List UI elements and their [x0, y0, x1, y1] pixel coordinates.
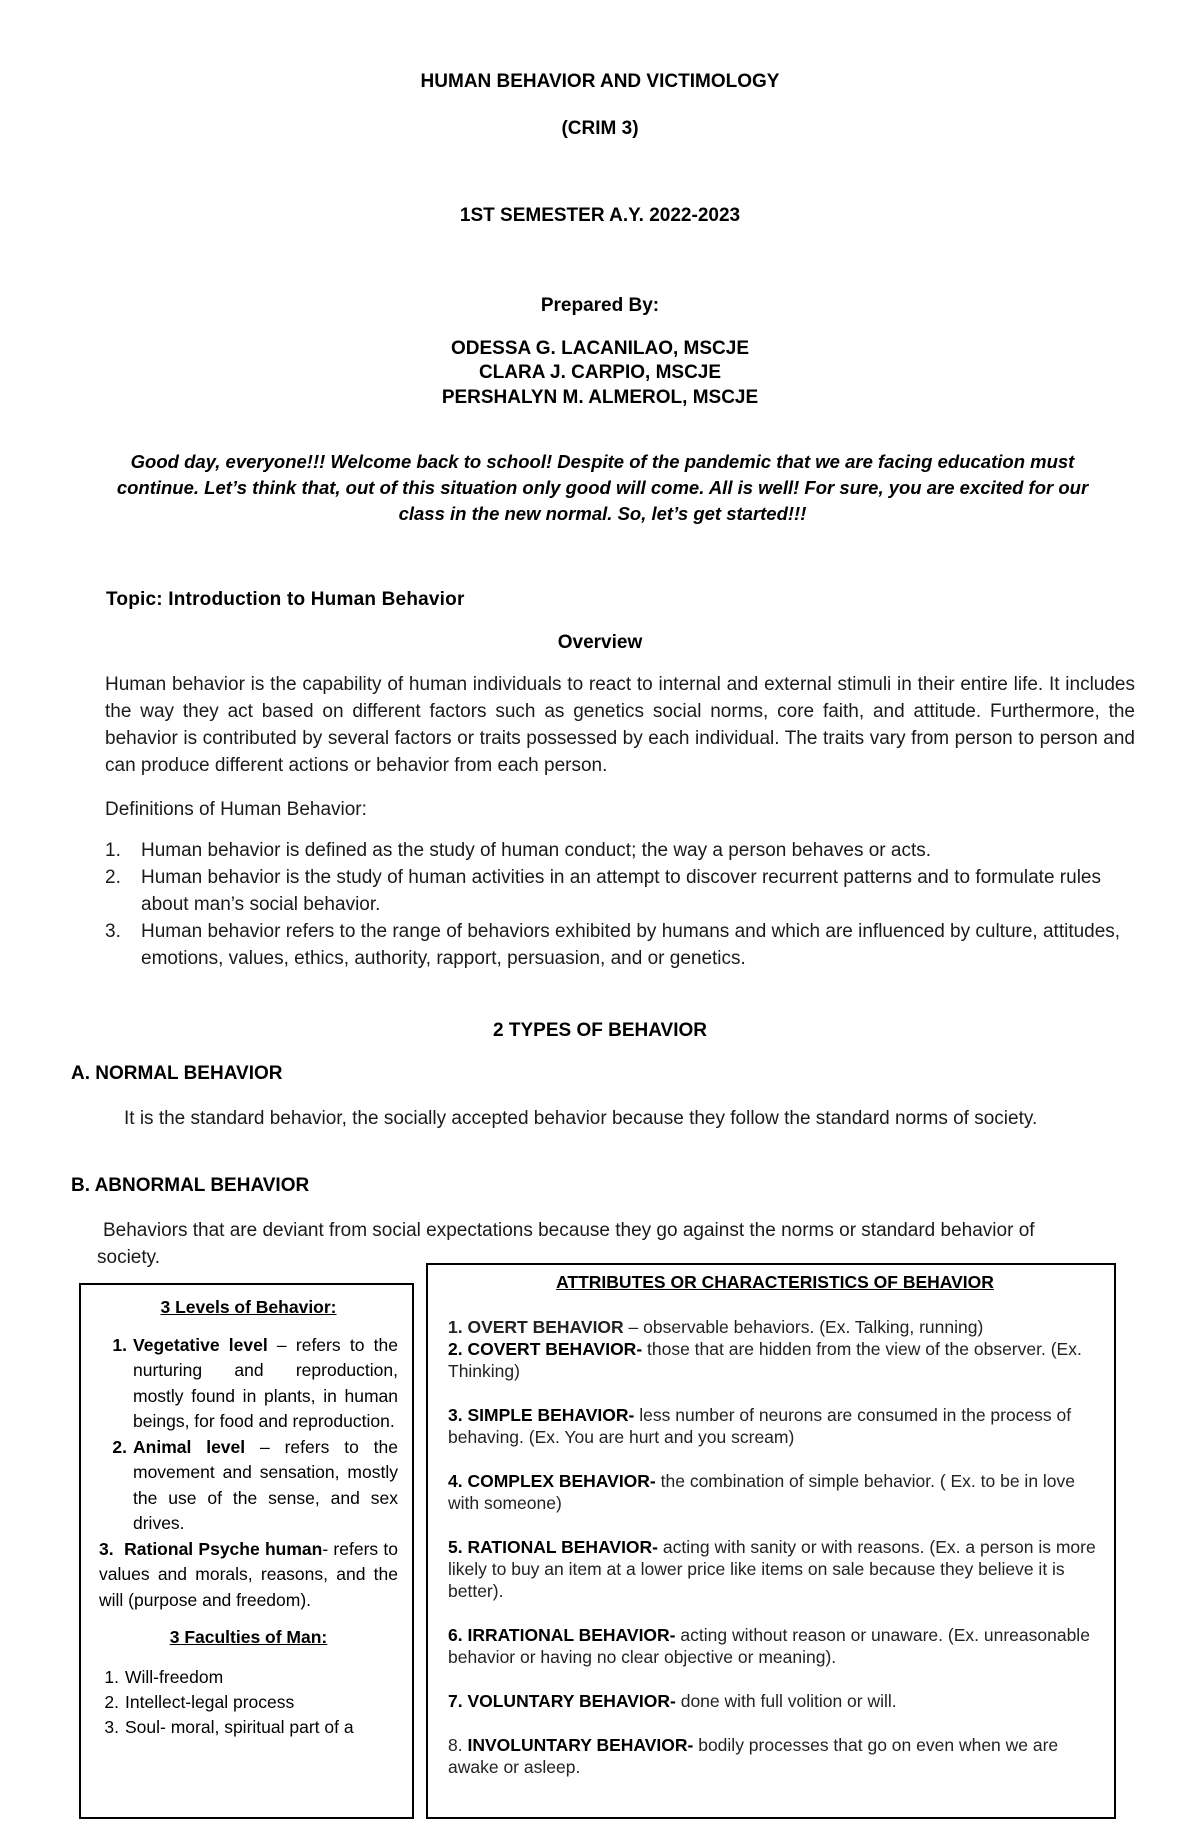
list-number: 1.: [112, 1334, 127, 1355]
attribute-term: 2. COVERT BEHAVIOR-: [448, 1339, 643, 1359]
levels-title: 3 Levels of Behavior:: [160, 1297, 337, 1317]
attribute-item: [448, 1536, 1102, 1602]
attribute-prefix: 8.: [448, 1735, 468, 1755]
attribute-term: 7. VOLUNTARY BEHAVIOR-: [448, 1691, 676, 1711]
list-number: 2.: [112, 1436, 127, 1457]
topic-title: Topic: Introduction to Human Behavior: [106, 589, 465, 610]
normal-behavior-text: It is the standard behavior, the socially accepted behavior because they follow the standard norms of society.: [124, 1108, 1038, 1129]
overview-text: Human behavior is the capability of human individuals to react to internal and external stimuli in their entire life. It includes the way they act based on different factors such as genetics social norms, core faith, and attitude. Furthermore, the behavior is contributed by several factors or traits possessed by each individual. The traits vary from person to person and can produce different actions or behavior from each person.: [105, 674, 1135, 776]
list-number: 1.: [105, 840, 121, 861]
faculties-title: 3 Faculties of Man:: [169, 1627, 328, 1647]
attribute-desc: acting without reason or unaware. (Ex. unreasonable behavior or having no clear objective or meaning).: [448, 1625, 1090, 1667]
attribute-item: [448, 1404, 1102, 1448]
list-number: 2.: [104, 1691, 119, 1712]
level-term: Animal level: [133, 1436, 246, 1457]
attribute-item: [448, 1470, 1102, 1514]
level-desc: – refers to the movement and sensation, mostly the use of the sense, and sex drives.: [133, 1436, 398, 1533]
abnormal-behavior-text: Behaviors that are deviant from social expectations because they go against the norms or standard behavior of society.: [97, 1220, 1035, 1268]
list-item: [99, 1690, 398, 1715]
attributes-title: ATTRIBUTES OR CHARACTERISTICS OF BEHAVIOR: [556, 1272, 994, 1292]
attribute-desc: – observable behaviors. (Ex. Talking, running): [623, 1317, 984, 1337]
greeting-message: Good day, everyone!!! Welcome back to school! Despite of the pandemic that we are facing education must continue. Let’s think that, out of this situation only good will come. All is well! For sure, you are excited for our class in the new normal. So, let’s get started!!!: [116, 451, 1089, 524]
list-number: 3.: [99, 1538, 114, 1559]
levels-of-behavior-box: [79, 1283, 414, 1819]
abnormal-behavior-heading: B. ABNORMAL BEHAVIOR: [71, 1175, 310, 1196]
attribute-term: 5. RATIONAL BEHAVIOR-: [448, 1537, 659, 1557]
faculty-text: Soul- moral, spiritual part of a: [125, 1716, 354, 1737]
list-number: 1.: [104, 1666, 119, 1687]
attribute-term: 3. SIMPLE BEHAVIOR-: [448, 1405, 635, 1425]
author-1: ODESSA G. LACANILAO, MSCJE: [450, 338, 750, 359]
attribute-term: 6. IRRATIONAL BEHAVIOR-: [448, 1625, 676, 1645]
attribute-term: 1. OVERT BEHAVIOR: [448, 1317, 624, 1337]
attribute-item: [448, 1624, 1102, 1668]
attribute-desc: less number of neurons are consumed in the process of behaving. (Ex. You are hurt and you scream): [448, 1405, 1072, 1447]
list-item: [99, 1665, 398, 1690]
list-number: 3.: [105, 921, 121, 942]
list-number: 3.: [104, 1716, 119, 1737]
course-title: HUMAN BEHAVIOR AND VICTIMOLOGY: [420, 71, 780, 92]
list-text: Human behavior refers to the range of behaviors exhibited by humans and which are influenced by culture, attitudes, emotions, values, ethics, authority, rapport, persuasion, and or genetics.: [141, 921, 1121, 969]
types-heading: 2 TYPES OF BEHAVIOR: [493, 1020, 707, 1041]
list-text: Human behavior is defined as the study of human conduct; the way a person behaves or acts.: [141, 840, 932, 861]
level-term: Rational Psyche human: [124, 1538, 323, 1559]
list-item: [105, 918, 1145, 972]
faculty-text: Will-freedom: [125, 1666, 224, 1687]
definitions-label: Definitions of Human Behavior:: [105, 799, 367, 820]
list-number: 2.: [105, 867, 121, 888]
attribute-item: [448, 1316, 1102, 1338]
attribute-desc: the combination of simple behavior. ( Ex. to be in love with someone): [448, 1471, 1076, 1513]
author-2: CLARA J. CARPIO, MSCJE: [478, 362, 722, 383]
faculty-text: Intellect-legal process: [125, 1691, 295, 1712]
prepared-by-label: Prepared By:: [540, 295, 660, 316]
list-item: [105, 837, 1145, 864]
level-desc: - refers to values and morals, reasons, and the will (purpose and freedom).: [99, 1538, 398, 1610]
list-text: Human behavior is the study of human activities in an attempt to discover recurrent patterns and to formulate rules about man’s social behavior.: [141, 867, 1101, 915]
attributes-box: [426, 1263, 1116, 1819]
normal-behavior-heading: A. NORMAL BEHAVIOR: [71, 1063, 283, 1084]
attribute-item: [448, 1338, 1102, 1382]
list-item: [99, 1715, 398, 1740]
course-code: (CRIM 3): [561, 118, 639, 139]
list-item: [105, 864, 1145, 918]
level-desc: – refers to the nurturing and reproduction, mostly found in plants, in human beings, for food and reproduction.: [133, 1334, 398, 1431]
attribute-item: [448, 1734, 1102, 1778]
author-3: PERSHALYN M. ALMEROL, MSCJE: [441, 387, 759, 408]
level-term: Vegetative level: [133, 1334, 268, 1355]
overview-heading: Overview: [557, 632, 643, 653]
attribute-desc: acting with sanity or with reasons. (Ex. a person is more likely to buy an item at a lower price like items on sale because they believe it is better).: [448, 1537, 1096, 1601]
list-item: [99, 1537, 398, 1614]
attribute-term: INVOLUNTARY BEHAVIOR-: [467, 1735, 694, 1755]
attribute-item: [448, 1690, 1102, 1712]
definitions-list: [105, 837, 1145, 972]
attribute-desc: bodily processes that go on even when we are awake or asleep.: [448, 1735, 1059, 1777]
list-item: [99, 1333, 398, 1435]
attribute-desc: those that are hidden from the view of the observer. (Ex. Thinking): [448, 1339, 1082, 1381]
attribute-desc: done with full volition or will.: [675, 1691, 897, 1711]
semester: 1ST SEMESTER A.Y. 2022-2023: [459, 205, 741, 226]
list-item: [99, 1435, 398, 1537]
attribute-term: 4. COMPLEX BEHAVIOR-: [448, 1471, 656, 1491]
